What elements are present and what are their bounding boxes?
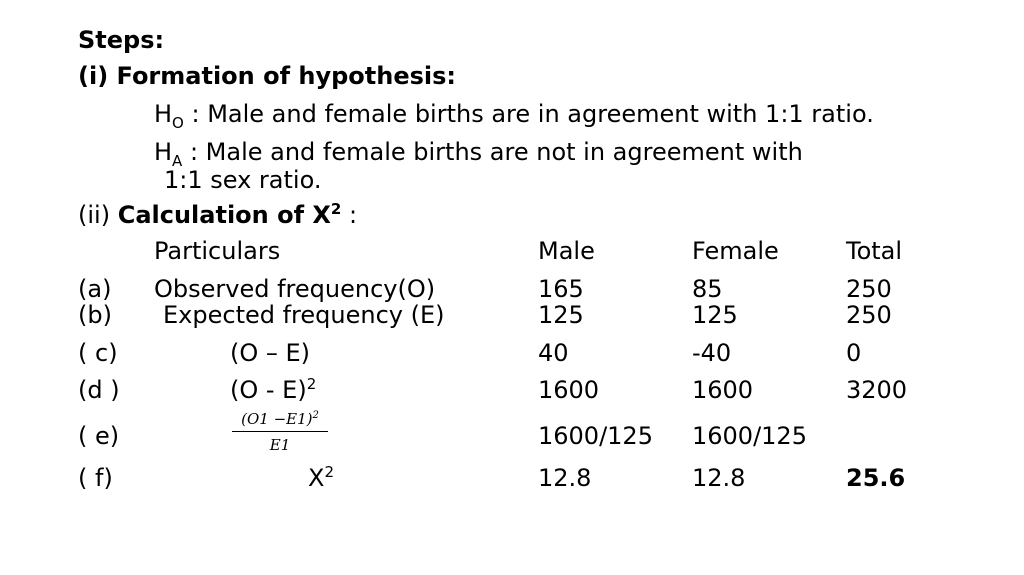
row-a-id: (a): [78, 275, 112, 303]
row-a-female: 85: [692, 275, 723, 303]
row-c-total: 0: [846, 339, 862, 367]
ha-subscript: A: [172, 152, 183, 170]
row-d-female: 1600: [692, 376, 754, 404]
step-2-prefix: (ii): [78, 201, 118, 229]
row-f-id: ( f): [78, 464, 113, 492]
ha-symbol: H: [154, 138, 173, 166]
row-f-male: 12.8: [538, 464, 592, 492]
row-a-total: 250: [846, 275, 892, 303]
h0-subscript: O: [172, 114, 184, 132]
h0-symbol: H: [154, 100, 173, 128]
row-c-id: ( c): [78, 339, 118, 367]
row-b-total: 250: [846, 301, 892, 329]
row-e-female: 1600/125: [692, 422, 807, 450]
step-2-label: [78, 200, 358, 229]
row-f-total: 25.6: [846, 464, 906, 492]
row-e-male: 1600/125: [538, 422, 653, 450]
row-b-male: 125: [538, 301, 584, 329]
row-e-formula: [232, 410, 328, 454]
row-f-female: 12.8: [692, 464, 746, 492]
null-hypothesis: [154, 100, 874, 132]
row-d-label-text: (O - E): [230, 376, 307, 404]
row-c-female: -40: [692, 339, 732, 367]
alternative-hypothesis: [154, 138, 803, 170]
formula-numerator: [232, 410, 328, 432]
row-f-label-text: X: [308, 464, 325, 492]
steps-heading: Steps:: [78, 26, 165, 54]
formula-numerator-superscript: 2: [312, 410, 319, 421]
row-c-label: (O – E): [230, 339, 311, 367]
ha-text: : Male and female births are not in agreement with: [182, 138, 803, 166]
row-e-id: ( e): [78, 422, 120, 450]
row-d-male: 1600: [538, 376, 600, 404]
header-particulars: Particulars: [154, 237, 281, 265]
step-2-title: Calculation of X: [117, 201, 331, 229]
row-b-label: Expected frequency (E): [163, 301, 445, 329]
header-female: Female: [692, 237, 779, 265]
row-d-total: 3200: [846, 376, 908, 404]
row-b-id: (b): [78, 301, 112, 329]
h0-text: : Male and female births are in agreement with 1:1 ratio.: [183, 100, 874, 128]
formula-numerator-text: (O1 −E1): [241, 410, 313, 428]
step-1-label: (i) Formation of hypothesis:: [78, 62, 457, 90]
row-d-label: [230, 375, 317, 404]
row-a-label: Observed frequency(O): [154, 275, 436, 303]
header-total: Total: [846, 237, 903, 265]
alternative-hypothesis-continued: 1:1 sex ratio.: [164, 166, 322, 194]
step-2-suffix: :: [341, 201, 358, 229]
step-2-superscript: 2: [330, 200, 342, 218]
row-b-female: 125: [692, 301, 738, 329]
row-d-label-superscript: 2: [306, 375, 317, 393]
row-f-label: [308, 463, 334, 492]
row-a-male: 165: [538, 275, 584, 303]
row-d-id: (d ): [78, 376, 120, 404]
row-c-male: 40: [538, 339, 569, 367]
row-f-label-superscript: 2: [324, 463, 334, 481]
header-male: Male: [538, 237, 595, 265]
formula-denominator: E1: [269, 436, 291, 454]
